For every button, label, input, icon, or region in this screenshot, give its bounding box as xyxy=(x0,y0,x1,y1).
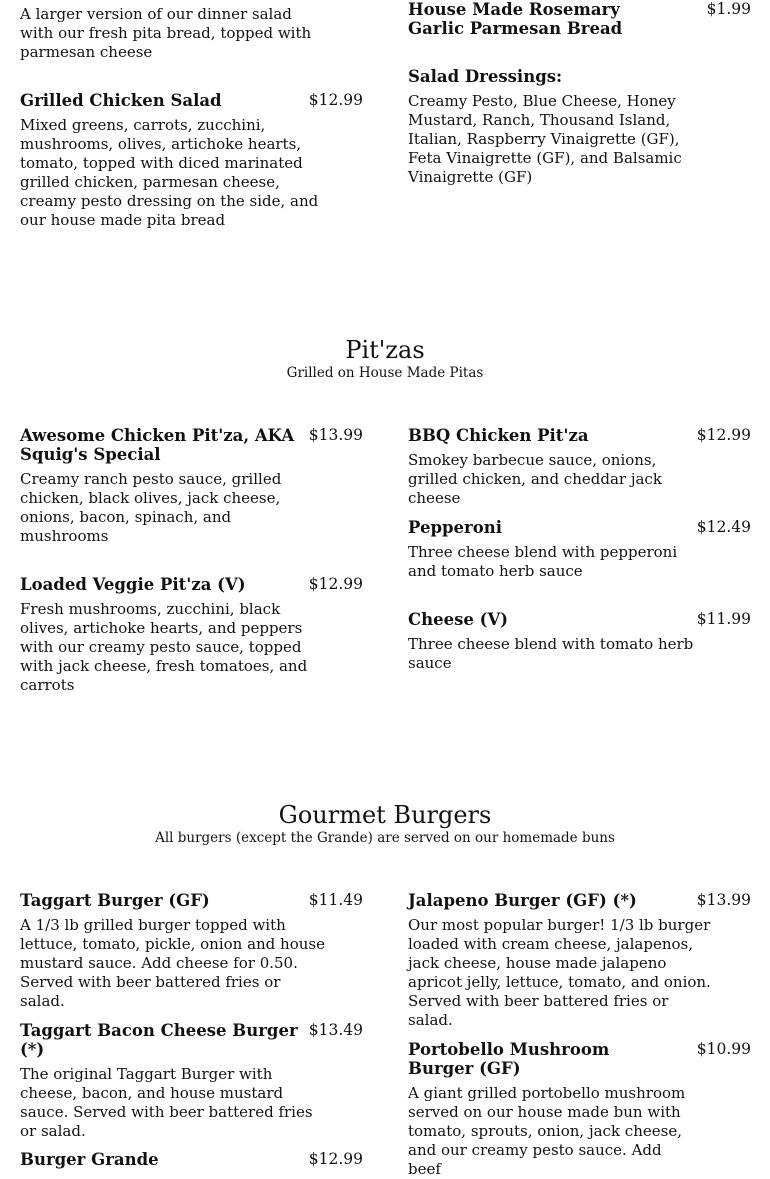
section-subtitle-pitzas: Grilled on House Made Pitas xyxy=(286,365,484,381)
item-name: BBQ Chicken Pit'za xyxy=(408,426,589,445)
item-price: $1.99 xyxy=(706,0,751,18)
item-name: Cheese (V) xyxy=(408,610,509,629)
item-price: $13.99 xyxy=(696,891,751,909)
salad-dressings-list: Creamy Pesto, Blue Cheese, Honey Mustard, Ranch, Thousand Island, Italian, Raspberry Vinaigrette (GF), Feta Vinaigrette (GF), and Balsamic Vinaigrette (GF) xyxy=(408,92,682,186)
item-name: Taggart Burger (GF) xyxy=(20,891,210,910)
menu-item-taggart-bacon-cheese-burger xyxy=(20,1021,363,1141)
item-description: Fresh mushrooms, zucchini, black olives, artichoke hearts, and peppers with our creamy pesto sauce, topped with jack cheese, fresh tomatoes, and carrots xyxy=(20,600,308,694)
menu-item-awesome-chicken-pitza xyxy=(20,426,363,546)
item-name: Loaded Veggie Pit'za (V) xyxy=(20,575,246,594)
item-name: Awesome Chicken Pit'za, AKA Squig's Special xyxy=(20,426,295,464)
item-name: House Made Rosemary Garlic Parmesan Bread xyxy=(408,0,623,38)
section-title-pitzas: Pit'zas xyxy=(345,336,425,364)
salad-dressings-title: Salad Dressings: xyxy=(408,67,563,86)
item-price: $12.99 xyxy=(308,1150,363,1168)
item-name: Grilled Chicken Salad xyxy=(20,91,222,110)
item-price: $12.99 xyxy=(696,426,751,444)
menu-item-cheese-pitza xyxy=(408,610,751,673)
item-name: Pepperoni xyxy=(408,518,502,537)
menu-item-burger-grande xyxy=(20,1150,363,1169)
menu-item-portobello-mushroom-burger xyxy=(408,1040,751,1179)
item-description: Three cheese blend with pepperoni and tomato herb sauce xyxy=(408,543,678,580)
item-price: $13.99 xyxy=(308,426,363,444)
item-description: Our most popular burger! 1/3 lb burger loaded with cream cheese, jalapenos, jack cheese, house made jalapeno apricot jelly, lettuce, tomato, and onion. Served with beer battered fries or salad. xyxy=(408,916,711,1029)
item-name: Taggart Bacon Cheese Burger (*) xyxy=(20,1021,298,1059)
section-title-burgers: Gourmet Burgers xyxy=(278,801,492,829)
item-description: The original Taggart Burger with cheese, bacon, and house mustard sauce. Served with beer battered fries or salad. xyxy=(20,1065,313,1140)
menu-item-loaded-veggie-pitza xyxy=(20,575,363,695)
menu-item-grilled-chicken-salad xyxy=(20,91,363,230)
item-price: $13.49 xyxy=(308,1021,363,1039)
menu-item-rosemary-bread xyxy=(408,0,751,38)
menu-item-pepperoni-pitza xyxy=(408,518,751,581)
item-price: $12.99 xyxy=(308,575,363,593)
item-price: $12.49 xyxy=(696,518,751,536)
item-description: Smokey barbecue sauce, onions, grilled chicken, and cheddar jack cheese xyxy=(408,451,662,507)
item-name: Portobello Mushroom Burger (GF) xyxy=(408,1040,610,1078)
item-price: $10.99 xyxy=(696,1040,751,1058)
item-description: Three cheese blend with tomato herb sauce xyxy=(408,635,694,672)
item-price: $11.49 xyxy=(308,891,363,909)
dinner-salad-description: A larger version of our dinner salad with our fresh pita bread, topped with parmesan cheese xyxy=(20,5,312,61)
item-price: $11.99 xyxy=(696,610,751,628)
menu-item-jalapeno-burger xyxy=(408,891,751,1030)
menu-item-bbq-chicken-pitza xyxy=(408,426,751,508)
item-description: Mixed greens, carrots, zucchini, mushrooms, olives, artichoke hearts, tomato, topped with diced marinated grilled chicken, parmesan cheese, creamy pesto dressing on the side, and our house made pita bread xyxy=(20,116,319,229)
item-name: Jalapeno Burger (GF) (*) xyxy=(408,891,637,910)
menu-item-taggart-burger xyxy=(20,891,363,1011)
item-price: $12.99 xyxy=(308,91,363,109)
item-description: Creamy ranch pesto sauce, grilled chicken, black olives, jack cheese, onions, bacon, spinach, and mushrooms xyxy=(20,470,282,545)
item-description: A giant grilled portobello mushroom served on our house made bun with tomato, sprouts, onion, jack cheese, and our creamy pesto sauce. Add beef xyxy=(408,1084,686,1178)
item-name: Burger Grande xyxy=(20,1150,159,1169)
item-description: A 1/3 lb grilled burger topped with lettuce, tomato, pickle, onion and house mustard sauce. Add cheese for 0.50. Served with beer battered fries or salad. xyxy=(20,916,325,1010)
section-subtitle-burgers: All burgers (except the Grande) are served on our homemade buns xyxy=(155,830,615,846)
